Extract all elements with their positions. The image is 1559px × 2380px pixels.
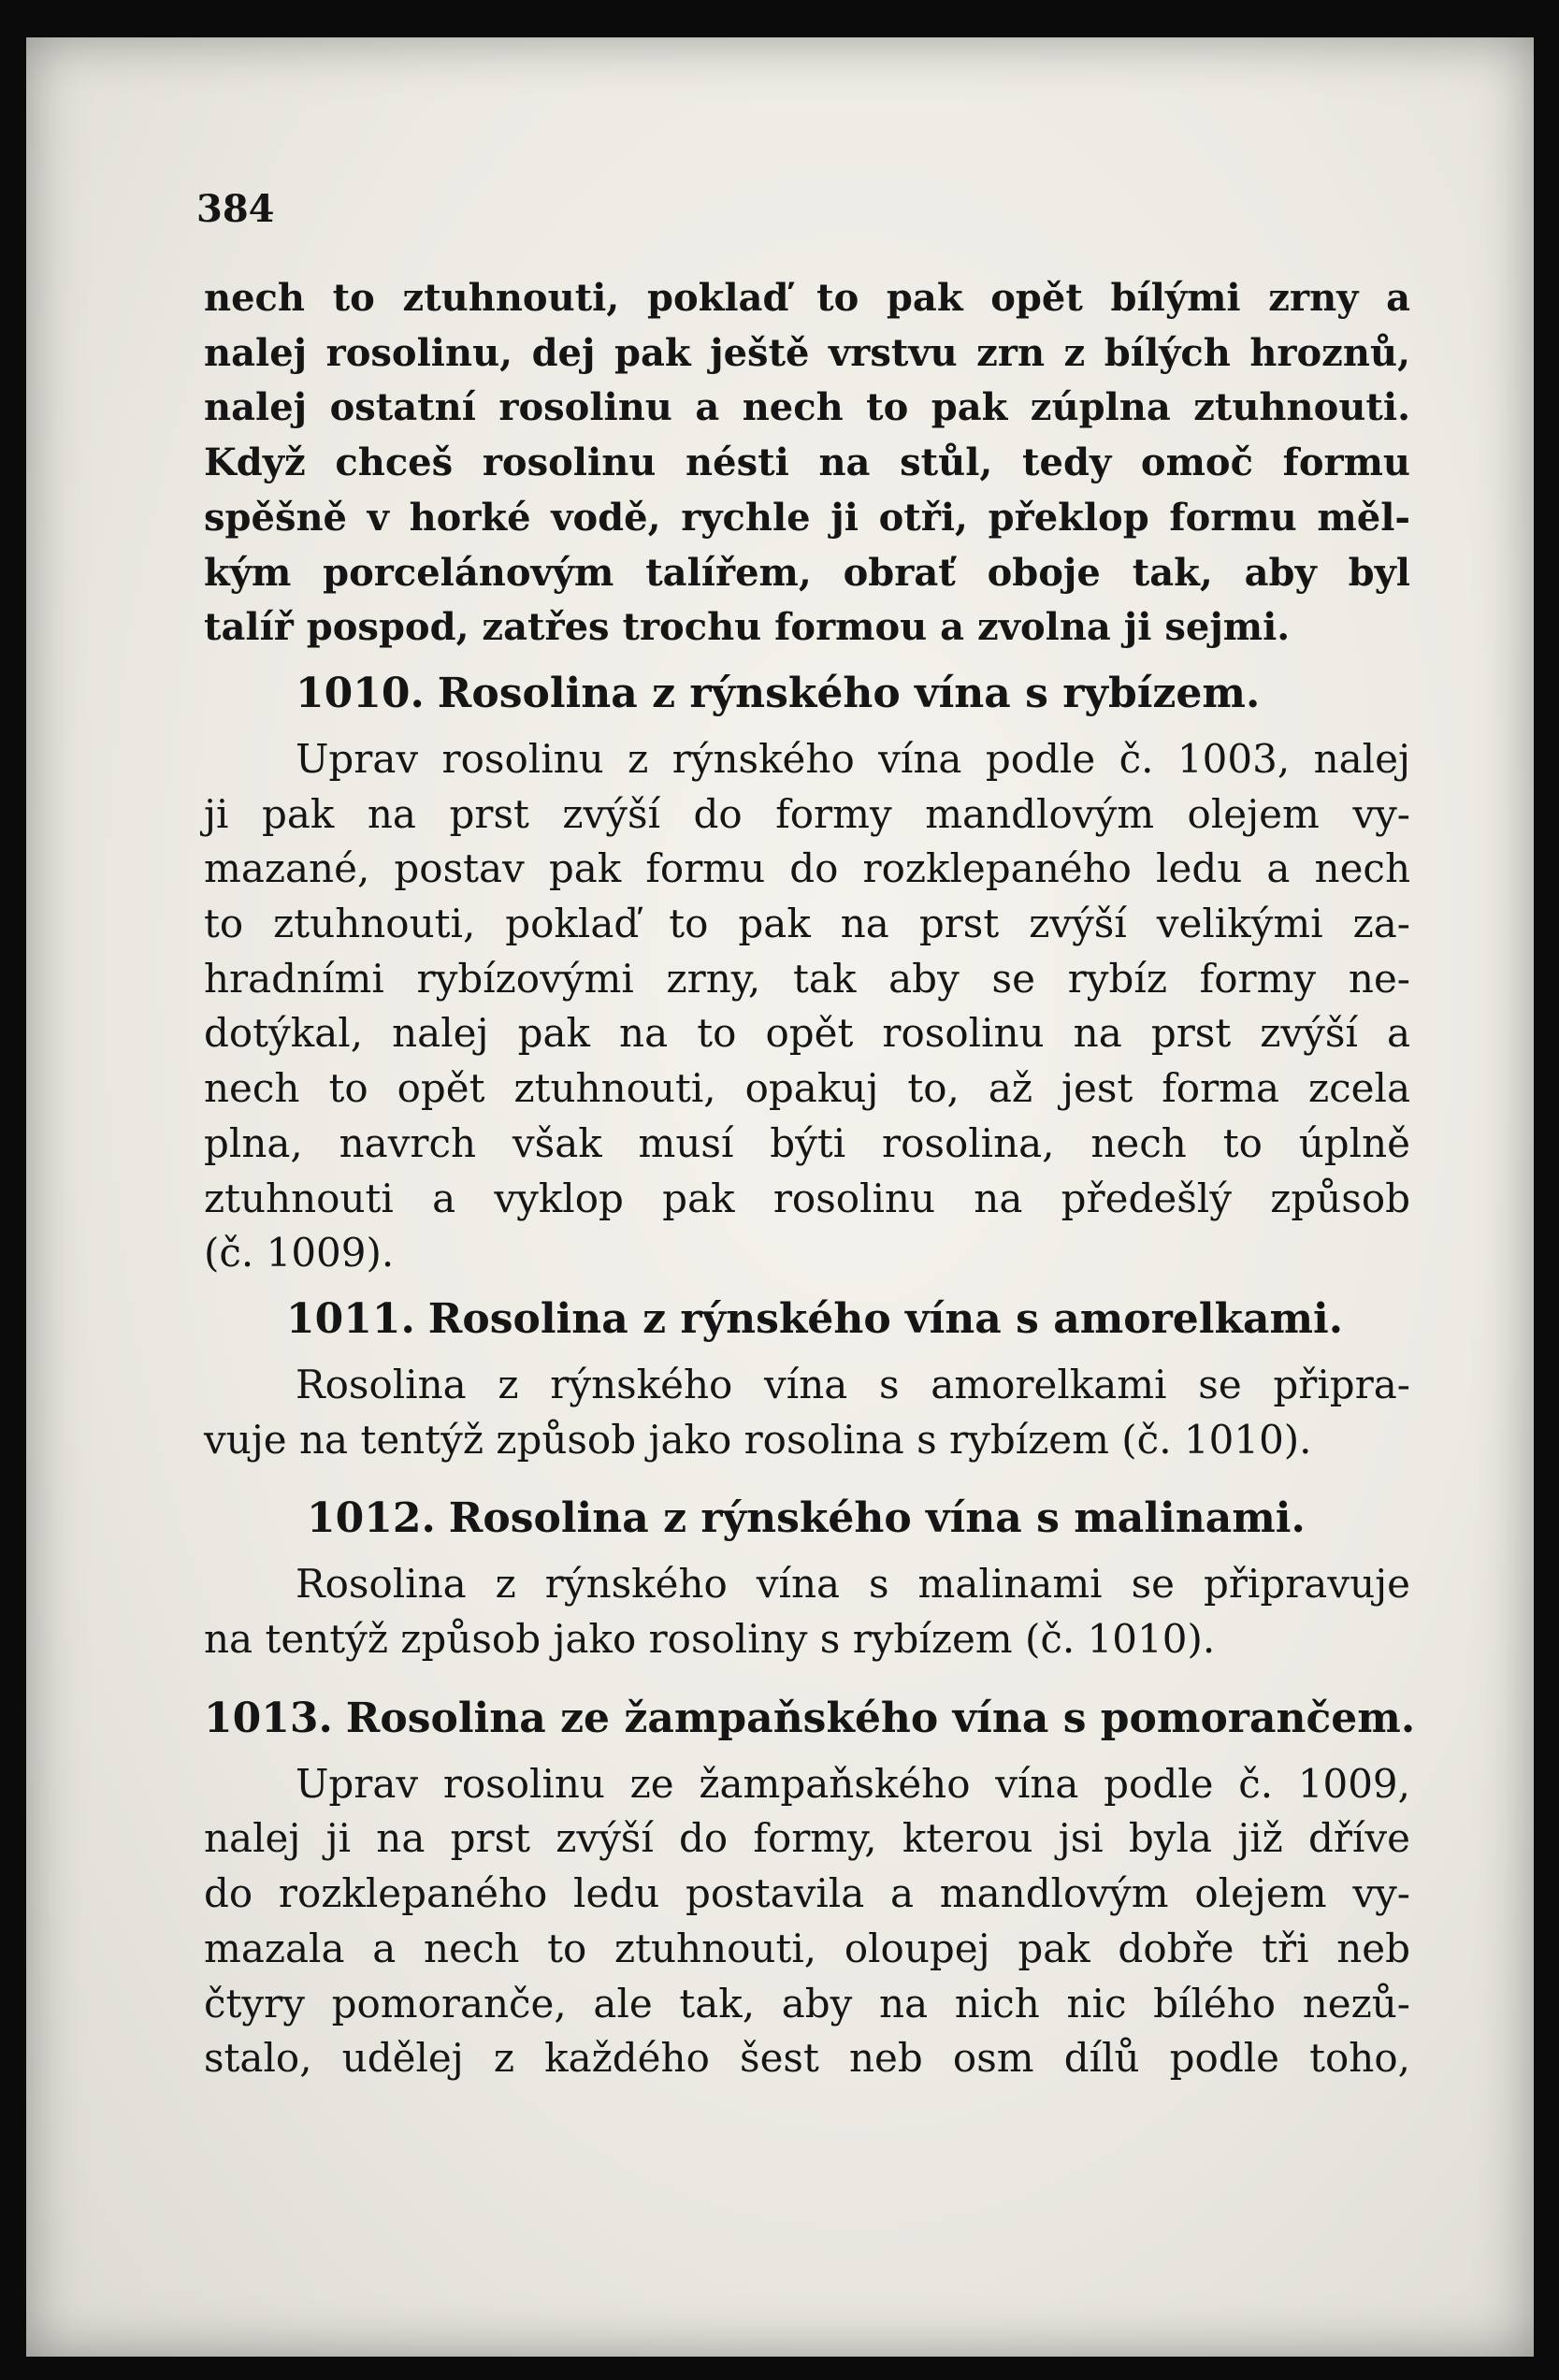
text-line: čtyry pomoranče, ale tak, aby na nich nic bílého nezů-: [204, 1980, 1410, 2027]
text-line: nalej rosolinu, dej pak ještě vrstvu zrn z bílých hroznů,: [204, 330, 1410, 375]
recipe-number: 1011.: [286, 1294, 415, 1343]
text-line: talíř pospod, zatřes trochu formou a zvolna ji sejmi.: [204, 605, 1291, 650]
text-line: plna, navrch však musí býti rosolina, nech to úplně: [204, 1119, 1410, 1166]
text-line: nalej ostatní rosolinu a nech to pak zúplna ztuhnouti.: [204, 385, 1410, 430]
text-line: Rosolina z rýnského vína s amorelkami se připra-: [296, 1361, 1410, 1407]
text-line: do rozklepaného ledu postavila a mandlovým olejem vy-: [204, 1870, 1410, 1917]
page-text: [204, 271, 1416, 2086]
text-line: ztuhnouti a vyklop pak rosolinu na předešlý způsob: [204, 1175, 1410, 1221]
text-line: Když chceš rosolinu nésti na stůl, tedy omoč formu: [204, 440, 1410, 485]
opening-paragraph: [204, 271, 1410, 656]
text-line: stalo, udělej z každého šest neb osm dílů podle toho,: [204, 2035, 1410, 2082]
recipe-heading-1011: [204, 1292, 1410, 1347]
recipe-body-1010: [204, 732, 1410, 1281]
text-line: ji pak na prst zvýší do formy mandlovým olejem vy-: [204, 790, 1410, 837]
recipe-heading-1013: [204, 1692, 1416, 1746]
text-line: Uprav rosolinu ze žampaňského vína podle č. 1009,: [296, 1760, 1410, 1807]
recipe-number: 1010.: [296, 669, 425, 717]
text-line: nech to ztuhnouti, poklaď to pak opět bílými zrny a: [204, 276, 1410, 320]
text-line: vuje na tentýž způsob jako rosolina s rybízem (č. 1010).: [204, 1416, 1312, 1463]
text-line: spěšně v horké vodě, rychle ji otři, překlop formu měl-: [204, 495, 1410, 540]
recipe-title: Rosolina ze žampaňského vína s pomorančem.: [345, 1694, 1416, 1742]
recipe-number: 1012.: [307, 1494, 436, 1543]
text-line: hradními rybízovými zrny, tak aby se rybíz formy ne-: [204, 955, 1410, 1002]
recipe-number: 1013.: [204, 1694, 333, 1742]
text-line: nalej ji na prst zvýší do formy, kterou jsi byla již dříve: [204, 1815, 1410, 1862]
text-line: nech to opět ztuhnouti, opakuj to, až jest forma zcela: [204, 1065, 1410, 1112]
text-line: kým porcelánovým talířem, obrať oboje tak, aby byl: [204, 550, 1410, 595]
recipe-title: Rosolina z rýnského vína s rybízem.: [437, 669, 1261, 717]
text-line: (č. 1009).: [204, 1230, 395, 1277]
text-line: Uprav rosolinu z rýnského vína podle č. 1003, nalej: [296, 735, 1410, 782]
recipe-title: Rosolina z rýnského vína s amorelkami.: [427, 1294, 1344, 1343]
text-line: Rosolina z rýnského vína s malinami se připravuje: [296, 1561, 1410, 1608]
text-line: mazané, postav pak formu do rozklepaného ledu a nech: [204, 845, 1410, 892]
recipe-heading-1012: [204, 1492, 1410, 1546]
recipe-body-1011: [204, 1358, 1410, 1467]
text-line: to ztuhnouti, poklaď to pak na prst zvýší velikými za-: [204, 901, 1410, 947]
recipe-body-1013: [204, 1757, 1410, 2086]
recipe-body-1012: [204, 1557, 1410, 1666]
recipe-title: Rosolina z rýnského vína s malinami.: [448, 1494, 1306, 1543]
recipe-heading-1010: [204, 667, 1410, 721]
page-number: 384: [196, 187, 275, 231]
text-line: na tentýž způsob jako rosoliny s rybízem (č. 1010).: [204, 1616, 1216, 1663]
book-page: [26, 37, 1534, 2357]
text-line: dotýkal, nalej pak na to opět rosolinu na prst zvýší a: [204, 1010, 1410, 1057]
text-line: mazala a nech to ztuhnouti, oloupej pak dobře tři neb: [204, 1925, 1410, 1971]
